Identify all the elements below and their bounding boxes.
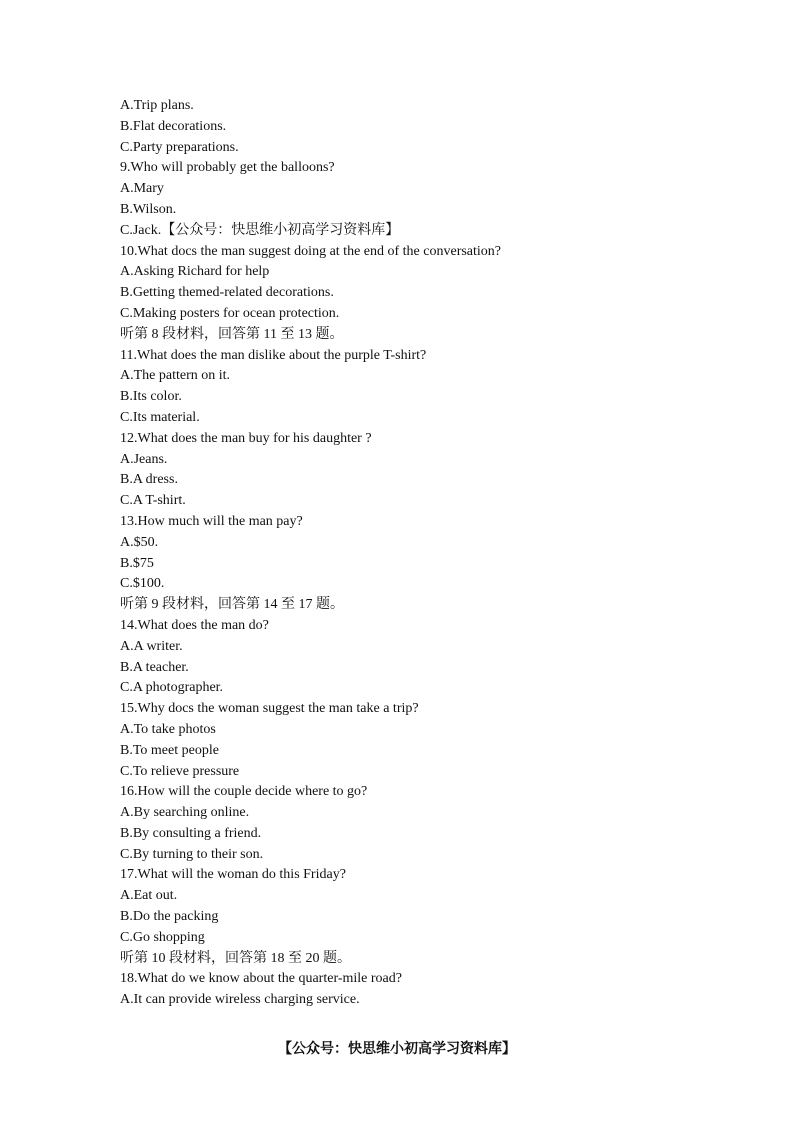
- text-line: 17.What will the woman do this Friday?: [120, 867, 346, 883]
- text-line: 9.Who will probably get the balloons?: [120, 160, 335, 176]
- text-line: B.Flat decorations.: [120, 118, 227, 134]
- text-line: 16.How will the couple decide where to go?: [120, 784, 368, 800]
- page-footer: 【公众号：快思维小初高学习资料库】: [278, 1041, 516, 1057]
- text-line: A.Eat out.: [120, 888, 178, 904]
- text-line: A.The pattern on it.: [120, 368, 231, 384]
- text-line: C.Go shopping: [120, 929, 205, 945]
- text-line: A.$50.: [120, 534, 159, 550]
- text-line: 11.What does the man dislike about the purple T-shirt?: [120, 347, 427, 363]
- text-line: A.It can provide wireless charging service.: [120, 992, 360, 1008]
- text-line: B.Wilson.: [120, 201, 177, 217]
- text-line: B.Its color.: [120, 389, 182, 405]
- text-line: B.To meet people: [120, 742, 219, 758]
- text-line: C.$100.: [120, 576, 165, 592]
- text-line: A.To take photos: [120, 721, 216, 737]
- text-line: C.By turning to their son.: [120, 846, 264, 862]
- text-line: 13.How much will the man pay?: [120, 513, 303, 529]
- text-line: B.A dress.: [120, 472, 178, 488]
- text-line: B.Getting themed-related decorations.: [120, 285, 334, 301]
- text-line: C.A T-shirt.: [120, 493, 186, 509]
- text-line: C.To relieve pressure: [120, 763, 240, 779]
- text-line: 12.What does the man buy for his daughter ?: [120, 430, 372, 446]
- text-line: C.A photographer.: [120, 680, 224, 696]
- text-line: A.Trip plans.: [120, 98, 194, 113]
- section-heading: 听第 10 段材料，回答第 18 至 20 题。: [120, 950, 351, 966]
- text-line: B.A teacher.: [120, 659, 189, 675]
- text-line: C.Its material.: [120, 409, 200, 425]
- text-line: A.Asking Richard for help: [120, 264, 270, 280]
- text-line: 10.What docs the man suggest doing at the end of the conversation?: [120, 243, 502, 259]
- text-line: C.Party preparations.: [120, 139, 239, 155]
- text-line: A.A writer.: [120, 638, 183, 654]
- text-line: C.Jack.【公众号：快思维小初高学习资料库】: [120, 222, 400, 238]
- text-line: A.Jeans.: [120, 451, 168, 467]
- text-line: B.By consulting a friend.: [120, 825, 262, 841]
- section-heading: 听第 8 段材料，回答第 11 至 13 题。: [120, 326, 344, 342]
- section-heading: 听第 9 段材料，回答第 14 至 17 题。: [120, 597, 344, 613]
- text-line: A.Mary: [120, 181, 164, 197]
- text-line: C.Making posters for ocean protection.: [120, 305, 340, 321]
- text-line: A.By searching online.: [120, 805, 250, 821]
- text-line: B.Do the packing: [120, 909, 219, 925]
- text-line: B.$75: [120, 555, 154, 571]
- question-text: [120, 96, 680, 1011]
- text-line: 14.What does the man do?: [120, 617, 269, 633]
- text-line: 15.Why docs the woman suggest the man take a trip?: [120, 701, 419, 717]
- text-line: 18.What do we know about the quarter-mile road?: [120, 971, 402, 987]
